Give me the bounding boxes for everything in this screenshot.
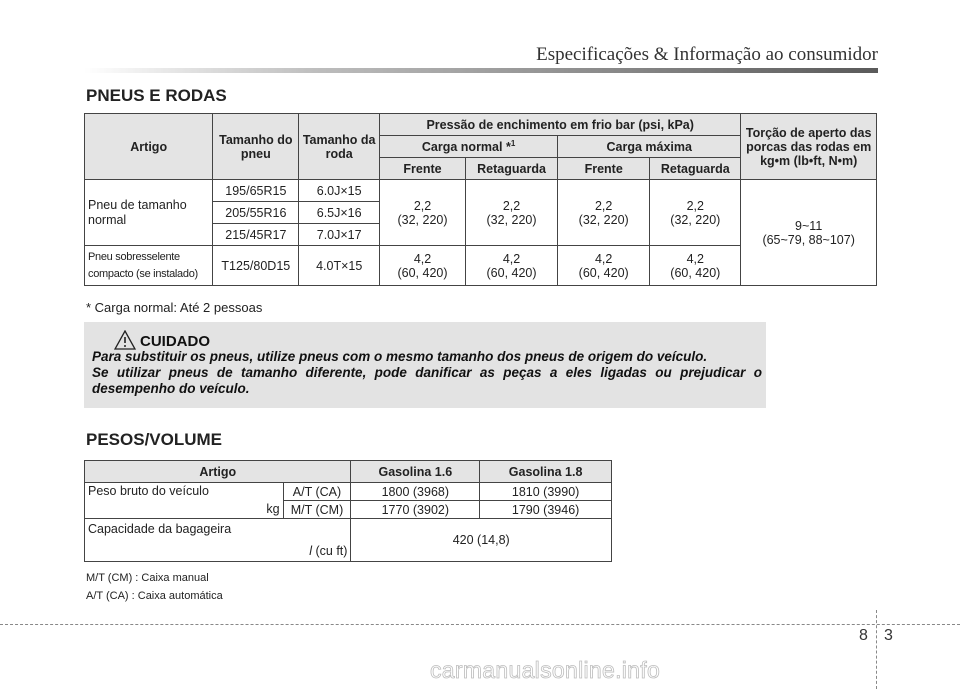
footnote-marker: 1	[510, 138, 516, 148]
caution-line-1: Para substituir os pneus, utilize pneus com o mesmo tamanho dos pneus de origem do veículo.	[92, 349, 708, 364]
caution-box	[84, 322, 766, 408]
full-max-rear-pressure: 2,2 (32, 220)	[650, 180, 741, 246]
weights-header-g16: Gasolina 1.6	[351, 461, 480, 483]
gross-weight-unit: kg	[266, 502, 280, 516]
luggage-value: 420 (14,8)	[351, 519, 612, 562]
header-bar	[84, 68, 878, 73]
at-label: A/T (CA)	[283, 483, 351, 501]
note-manual: M/T (CM) : Caixa manual	[86, 572, 209, 584]
tires-section-title: PNEUS E RODAS	[86, 86, 227, 105]
footer-divider	[876, 610, 877, 689]
tires-header-item: Artigo	[85, 114, 213, 180]
tires-header-tire-size: Tamanho do pneu	[213, 114, 299, 180]
caution-title: CUIDADO	[140, 333, 210, 350]
note-automatic: A/T (CA) : Caixa automática	[86, 590, 223, 602]
full-normal-rear-pressure: 2,2 (32, 220)	[465, 180, 557, 246]
tires-header-torque: Torção de aperto das porcas das rodas em kg•m (lb•ft, N•m)	[741, 114, 877, 180]
full-normal-front-pressure: 2,2 (32, 220)	[380, 180, 466, 246]
tire-size-cell: 195/65R15	[213, 180, 299, 202]
mt-weight-g18: 1790 (3946)	[480, 501, 612, 519]
tire-size-cell: 205/55R16	[213, 202, 299, 224]
wheel-size-cell: 6.0J×15	[299, 180, 380, 202]
page-number: 3	[884, 627, 893, 644]
at-weight-g18: 1810 (3990)	[480, 483, 612, 501]
watermark: carmanualsonline.info	[430, 657, 661, 683]
spare-max-front-pressure: 4,2 (60, 420)	[558, 246, 650, 286]
gross-weight-label: Peso bruto do veículo kg	[85, 483, 284, 519]
spare-normal-rear-pressure: 4,2 (60, 420)	[465, 246, 557, 286]
mt-label: M/T (CM)	[283, 501, 351, 519]
weights-section-title: PESOS/VOLUME	[86, 430, 223, 449]
luggage-unit: l (cu ft)	[309, 544, 348, 558]
full-size-tire-label: Pneu de tamanho normal	[85, 180, 213, 246]
torque-cell: 9~11 (65~79, 88~107)	[741, 180, 877, 286]
footer-dashed-line	[0, 624, 960, 625]
spare-max-rear-pressure: 4,2 (60, 420)	[650, 246, 741, 286]
spare-wheel-size: 4.0T×15	[299, 246, 380, 286]
tire-size-cell: 215/45R17	[213, 224, 299, 246]
wheel-size-cell: 6.5J×16	[299, 202, 380, 224]
warning-triangle-icon	[114, 330, 136, 350]
tires-footnote: * Carga normal: Até 2 pessoas	[86, 300, 263, 315]
full-max-front-pressure: 2,2 (32, 220)	[558, 180, 650, 246]
tires-table	[84, 113, 877, 286]
chapter-number: 8	[859, 627, 868, 644]
tires-header-normal-load: Carga normal *$^1$	[380, 136, 558, 158]
tires-header-wheel-size: Tamanho da roda	[299, 114, 380, 180]
tires-header-max-front: Frente	[558, 158, 650, 180]
spare-tire-label: Pneu sobresselente compacto (se instalado)	[85, 246, 213, 286]
page-header-title: Especificações & Informação ao consumidor	[536, 44, 878, 65]
weights-header-item: Artigo	[85, 461, 351, 483]
weights-table	[84, 460, 612, 562]
mt-weight-g16: 1770 (3902)	[351, 501, 480, 519]
tires-header-max-load: Carga máxima	[558, 136, 741, 158]
spare-tire-size: T125/80D15	[213, 246, 299, 286]
tires-header-pressure: Pressão de enchimento em frio bar (psi, kPa)	[380, 114, 741, 136]
weights-header-g18: Gasolina 1.8	[480, 461, 612, 483]
tires-header-max-rear: Retaguarda	[650, 158, 741, 180]
luggage-label: Capacidade da bagageira l (cu ft)	[85, 519, 351, 562]
spare-normal-front-pressure: 4,2 (60, 420)	[380, 246, 466, 286]
at-weight-g16: 1800 (3968)	[351, 483, 480, 501]
wheel-size-cell: 7.0J×17	[299, 224, 380, 246]
tires-header-normal-rear: Retaguarda	[465, 158, 557, 180]
caution-line-2: Se utilizar pneus de tamanho diferente, pode danificar as peças a eles ligadas ou prejudicar o desempenho do veículo.	[92, 365, 762, 396]
tires-header-normal-front: Frente	[380, 158, 466, 180]
